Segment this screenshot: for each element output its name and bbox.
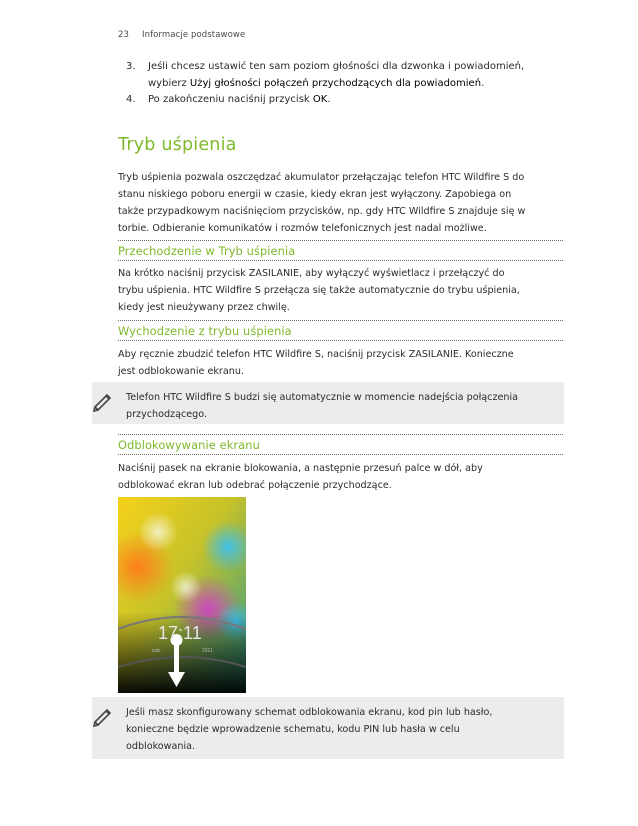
text-line: Naciśnij pasek na ekranie blokowania, a następnie przesuń palce w dół, aby	[118, 463, 483, 474]
note-line: przychodzącego.	[126, 409, 207, 420]
step-4	[126, 91, 566, 108]
lock-screen-clock: 17:11	[158, 623, 202, 643]
intro-line: stanu niskiego poboru energii w czasie, kiedy ekran jest wyłączony. Zapobiega on	[118, 189, 512, 200]
divider	[118, 240, 563, 241]
page-number: 23	[118, 30, 130, 40]
note-text	[126, 704, 554, 755]
intro-line: Tryb uśpienia pozwala oszczędzać akumulator przełączając telefon HTC Wildfire S do	[118, 172, 525, 183]
subsection-unlock	[118, 434, 563, 455]
intro-line: także przypadkowym naciśnięciom przycisków, np. gdy HTC Wildfire S znajduje się w	[118, 206, 526, 217]
note-line: Telefon HTC Wildfire S budzi się automatycznie w momencie nadejścia połączenia	[126, 392, 519, 403]
lock-screen-date-left: sob.	[152, 648, 162, 654]
pencil-icon	[92, 390, 114, 412]
step-number: 4.	[126, 94, 136, 105]
divider	[118, 320, 563, 321]
note-line: Jeśli masz skonfigurowany schemat odblokowania ekranu, kod pin lub hasło,	[126, 707, 493, 718]
intro-line: torbie. Odbieranie komunikatów i rozmów telefonicznych jest nadal możliwe.	[118, 223, 487, 234]
text-line: trybu uśpienia. HTC Wildfire S przełącza się także automatycznie do trybu uśpienia,	[118, 285, 520, 296]
step-text-suffix: .	[481, 78, 485, 89]
subsection-sleep-exit-text	[118, 346, 568, 380]
divider	[118, 340, 563, 341]
unlock-slider-handle[interactable]	[175, 645, 181, 689]
lock-screen-screenshot	[118, 497, 246, 693]
step-text	[148, 91, 566, 108]
subsection-sleep-enter-text	[118, 265, 568, 316]
subsection-title: Wychodzenie z trybu uśpienia	[118, 324, 292, 338]
step-number: 3.	[126, 61, 136, 72]
pencil-icon	[92, 705, 114, 727]
step-text-line2	[148, 75, 566, 92]
page-header	[118, 30, 245, 40]
section-title: Tryb uśpienia	[118, 135, 237, 155]
step-text-prefix: wybierz	[148, 78, 190, 89]
divider	[118, 260, 563, 261]
ok-button-reference: OK	[312, 94, 328, 105]
subsection-title: Odblokowywanie ekranu	[118, 438, 260, 452]
step-text-prefix: Po zakończeniu naciśnij przycisk	[148, 94, 313, 105]
divider	[118, 434, 563, 435]
intro-paragraph	[118, 169, 568, 237]
subsection-title: Przechodzenie w Tryb uśpienia	[118, 244, 296, 258]
text-line: jest odblokowanie ekranu.	[118, 366, 244, 377]
note-box	[92, 697, 564, 759]
subsection-unlock-text	[118, 460, 568, 494]
text-line: kiedy jest nieużywany przez chwilę.	[118, 302, 290, 313]
volume-setting-link[interactable]: Użyj głośności połączeń przychodzących dla powiadomień	[189, 78, 482, 89]
step-3	[126, 58, 566, 92]
subsection-sleep-exit	[118, 320, 563, 341]
note-box	[92, 382, 564, 424]
divider	[118, 454, 563, 455]
text-line: Aby ręcznie zbudzić telefon HTC Wildfire S, naciśnij przycisk ZASILANIE. Konieczne	[118, 349, 514, 360]
subsection-sleep-enter	[118, 240, 563, 261]
note-line: odblokowania.	[126, 741, 196, 752]
text-line: Na krótko naciśnij przycisk ZASILANIE, aby wyłączyć wyświetlacz i przełączyć do	[118, 268, 505, 279]
lock-screen-date-right: 2011	[202, 648, 213, 654]
text-line: odblokować ekran lub odebrać połączenie przychodzące.	[118, 480, 392, 491]
step-text-line1: Jeśli chcesz ustawić ten sam poziom głośności dla dzwonka i powiadomień,	[148, 61, 525, 72]
note-line: konieczne będzie wprowadzenie schematu, kodu PIN lub hasła w celu	[126, 724, 460, 735]
lock-screen-wallpaper	[118, 497, 246, 693]
step-text-suffix: .	[327, 94, 331, 105]
chapter-title: Informacje podstawowe	[142, 30, 246, 40]
note-text	[126, 389, 554, 423]
